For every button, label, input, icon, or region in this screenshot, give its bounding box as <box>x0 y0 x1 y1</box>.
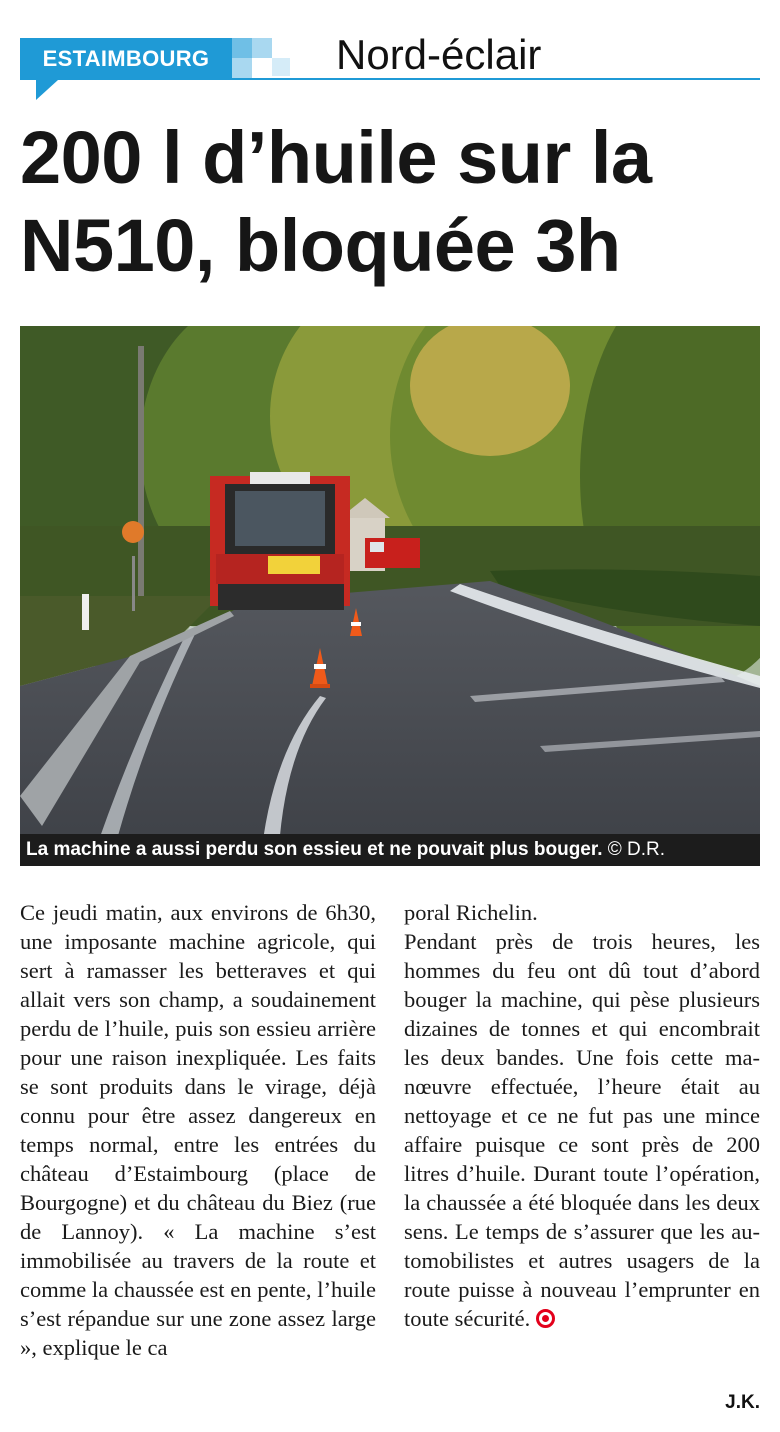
headline: 200 l d’huile sur la N510, bloquée 3h <box>20 116 652 287</box>
section-tag: ESTAIMBOURG <box>20 38 232 80</box>
publication-name: Nord-éclair <box>336 31 542 78</box>
author-signature: J.K. <box>725 1392 760 1413</box>
decorative-square <box>272 58 290 76</box>
article-column-right <box>404 898 760 1333</box>
photo-credit: © D.R. <box>607 839 666 860</box>
decorative-square <box>252 38 272 58</box>
caption-text: La machine a aussi perdu son essieu et ne pouvait plus bouger. <box>26 839 603 860</box>
decorative-square <box>232 38 252 58</box>
article-photo <box>20 326 760 866</box>
photo-caption <box>20 834 760 866</box>
end-of-article-icon <box>536 1309 555 1328</box>
section-tag-pointer <box>36 80 58 100</box>
article-column-right-text: poral Richelin. Pendant près de trois heures, les hommes du feu ont dû tout d’abord bouger la machine, qui pèse plusieurs dizaines de tonnes et qui encombrait les deux bandes. Une fois cette manœuvre effectuée, l’heure était au nettoyage et ce ne fut pas une mince affaire puisque ce sont près de 200 litres d’huile. Durant toute l’opération, la chaussée a été bloquée dans les deux sens. Le temps de s’assurer que les automobilistes et autres usagers de la route puisse à nouveau l’emprunter en toute sécurité. <box>404 900 760 1331</box>
decorative-square <box>232 58 252 78</box>
photo-illustration <box>20 326 760 866</box>
article-column-left: Ce jeudi matin, aux environs de 6h30, une imposante machine agricole, qui sert à ramasser les betteraves et qui allait vers son champ, a soudainement perdu de l’huile, puis son essieu arrière pour une raison inexpliquée. Les faits se sont produits dans le virage, déjà connu pour être assez dangereux en temps normal, entre les entrées du château d’Estaimbourg (place de Bourgogne) et du château du Biez (rue de Lannoy). « La machine s’est immobilisée au travers de la route et comme la chaussée est en pente, l’huile s’est répandue sur une zone assez large », explique le ca <box>20 900 376 1360</box>
